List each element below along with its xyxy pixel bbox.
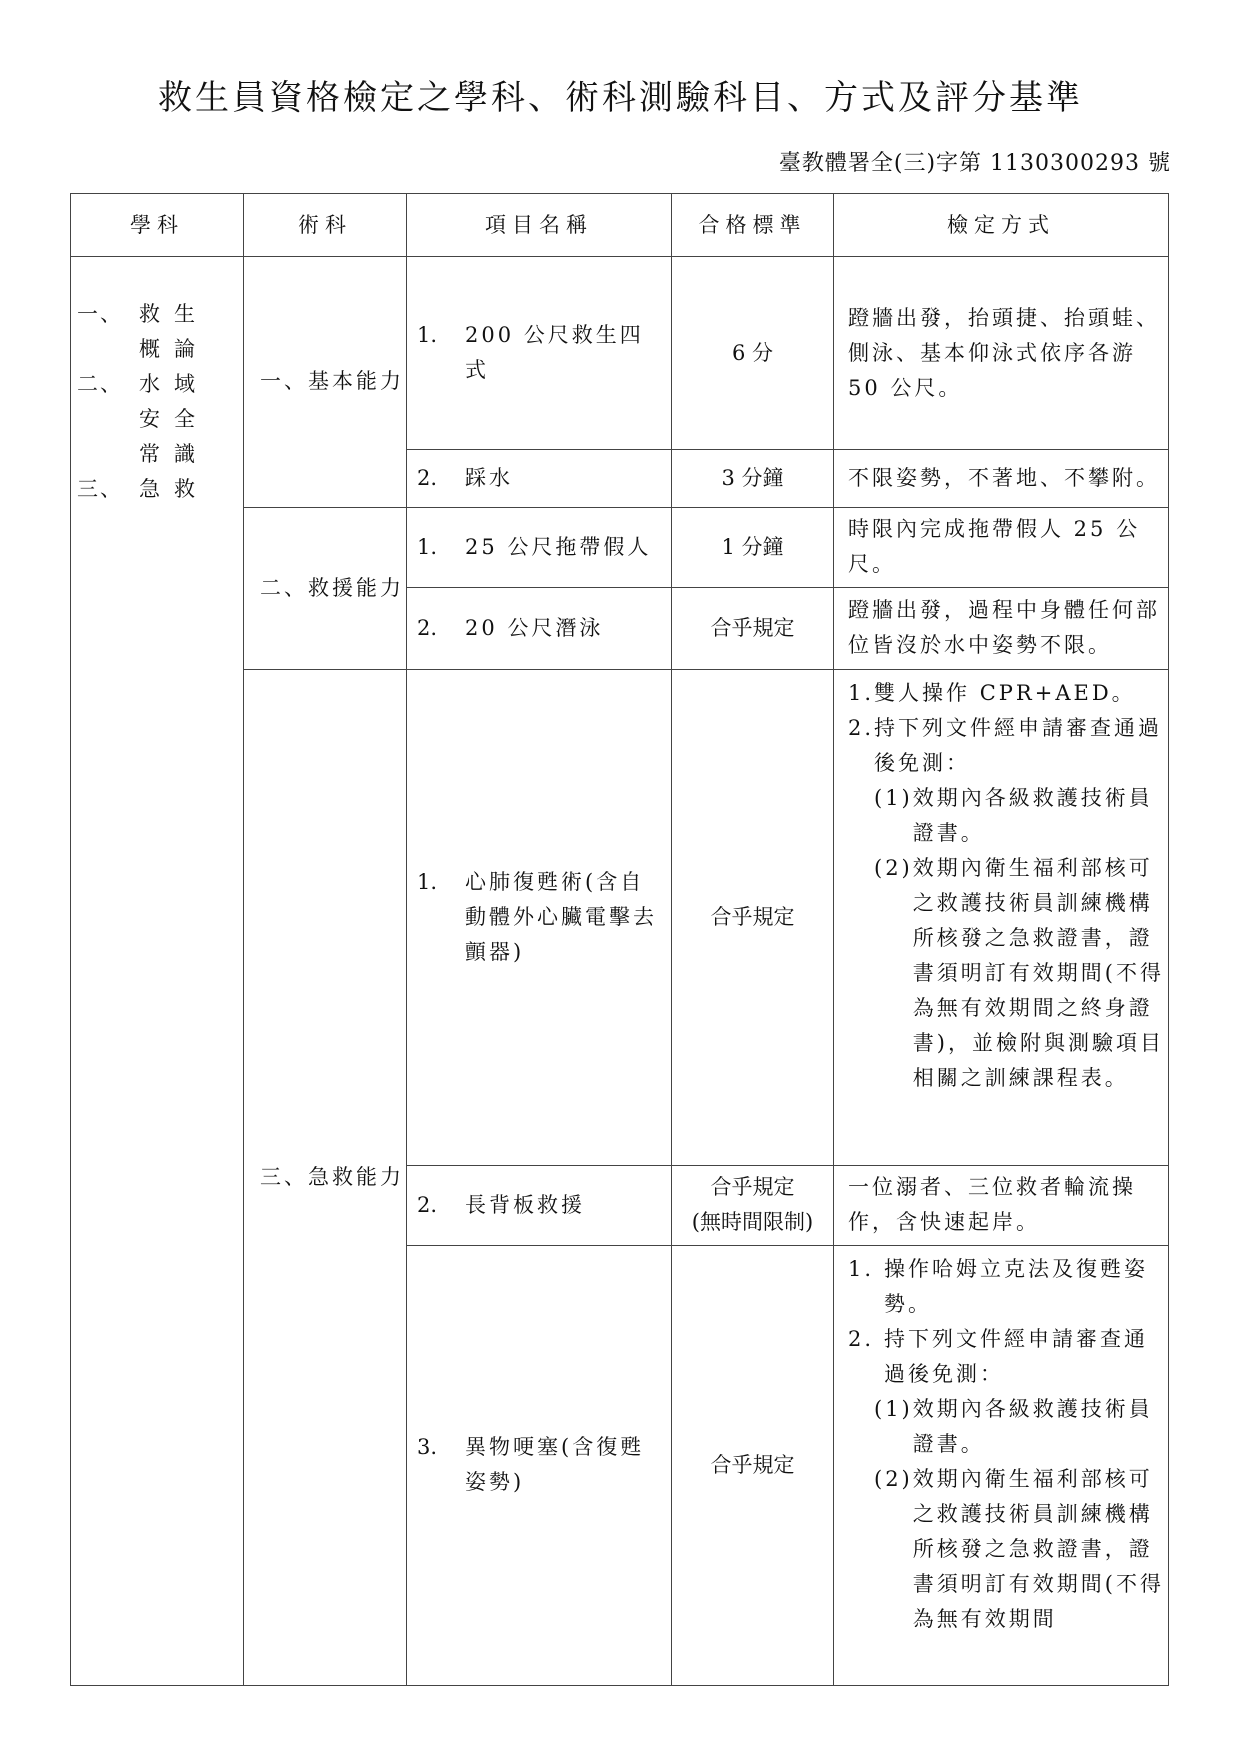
table-row: [71, 507, 1169, 587]
item-name-cell: 2. 20 公尺潛泳: [407, 587, 672, 669]
skill-basic: 一、基本能力: [244, 257, 407, 508]
header-item-name: 項目名稱: [407, 194, 672, 257]
header-practical: 術科: [244, 194, 407, 257]
method-subpoint: (1) 效期內各級救護技術員證書。: [874, 1396, 1153, 1456]
item-name-cell: 3. 異物哽塞(含復甦姿勢): [407, 1245, 672, 1685]
method-point: 2. 持下列文件經申請審查通過後免測：: [848, 1326, 1149, 1386]
header-standard: 合格標準: [672, 194, 834, 257]
document-title: 救生員資格檢定之學科、術科測驗科目、方式及評分基準: [158, 78, 1083, 118]
method-subpoint: (2) 效期內衛生福利部核可之救護技術員訓練機構所核發之急救證書，證書須明訂有效期間(不得為無有效期間之終身證書)，並檢附與測驗項目相關之訓練課程表。: [874, 855, 1164, 1090]
academic-subject-item: 三、 急救: [77, 477, 209, 501]
standard-cell: 合乎規定: [672, 587, 834, 669]
assessment-table: [70, 193, 1169, 1686]
academic-subject-item: 一、 救生概論: [77, 302, 209, 361]
item-name-cell: 1. 心肺復甦術(含自動體外心臟電擊去顫器): [407, 669, 672, 1165]
header-method: 檢定方式: [834, 194, 1169, 257]
standard-cell: 合乎規定: [672, 669, 834, 1165]
item-name-cell: 1. 25 公尺拖帶假人: [407, 507, 672, 587]
academic-subjects-cell: [71, 257, 244, 508]
method-subpoint: (2) 效期內衛生福利部核可之救護技術員訓練機構所核發之急救證書，證書須明訂有效期間(不得為無有效期間: [874, 1466, 1164, 1631]
method-point: 1. 操作哈姆立克法及復甦姿勢。: [848, 1256, 1149, 1316]
method-cell: 不限姿勢，不著地、不攀附。: [834, 450, 1169, 507]
method-cell: 一位溺者、三位救者輪流操作，含快速起岸。: [834, 1165, 1169, 1245]
skill-first-aid: 三、急救能力: [244, 669, 407, 1685]
skill-rescue: 二、救援能力: [244, 507, 407, 669]
standard-cell: 6 分: [672, 257, 834, 450]
method-subpoint: (1) 效期內各級救護技術員證書。: [874, 785, 1153, 845]
table-header-row: [71, 194, 1169, 257]
method-point: 2. 持下列文件經申請審查通過後免測：: [848, 715, 1163, 775]
academic-subject-item: 二、 水域安全常識: [77, 372, 209, 466]
academic-empty-cell: [71, 507, 244, 1685]
method-cell: 時限內完成拖帶假人 25 公尺。: [834, 507, 1169, 587]
item-name-cell: 1. 200 公尺救生四式: [407, 257, 672, 450]
item-name-cell: 2. 踩水: [407, 450, 672, 507]
standard-cell: 3 分鐘: [672, 450, 834, 507]
standard-cell: [672, 1165, 834, 1245]
method-cell: 蹬牆出發，抬頭捷、抬頭蛙、側泳、基本仰泳式依序各游 50 公尺。: [834, 257, 1169, 450]
standard-text: 合乎規定: [710, 1175, 795, 1199]
standard-cell: 合乎規定: [672, 1245, 834, 1685]
header-academic: 學科: [71, 194, 244, 257]
method-cell: [834, 1245, 1169, 1685]
method-cell: 蹬牆出發，過程中身體任何部位皆沒於水中姿勢不限。: [834, 587, 1169, 669]
method-cell: [834, 669, 1169, 1165]
standard-note: (無時間限制): [691, 1210, 814, 1234]
item-name-cell: 2. 長背板救援: [407, 1165, 672, 1245]
standard-cell: 1 分鐘: [672, 507, 834, 587]
table-row: [71, 257, 1169, 450]
document-number: 臺教體署全(三)字第 1130300293 號: [778, 151, 1171, 176]
method-point: 1. 雙人操作 CPR+AED。: [848, 680, 1136, 705]
